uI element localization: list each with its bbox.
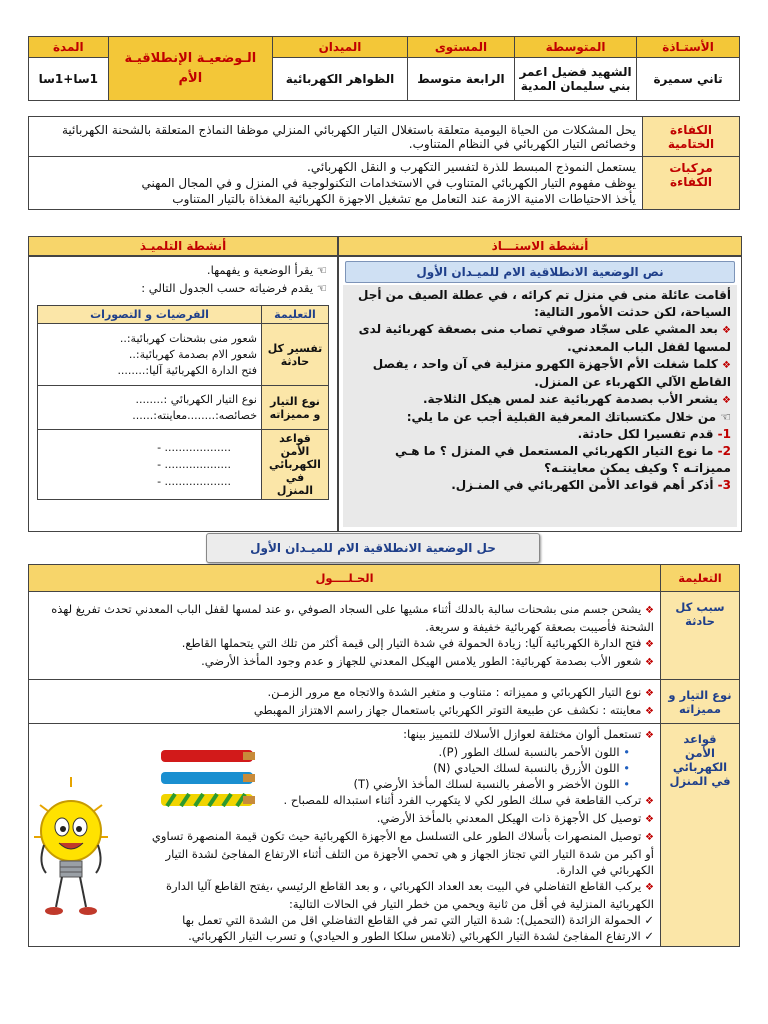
hyp-line: ................... - — [157, 475, 231, 488]
question-number: 2- — [717, 444, 731, 458]
solution-line: شعور الأب بصدمة كهربائية: الطور يلامس الهيكل المعدني للجهاز و عدم وجود المأخذ الأرضي. — [201, 653, 642, 668]
solution-line: تستعمل ألوان مختلفة لعوازل الأسلاك للتمييز بينها: — [403, 727, 642, 741]
final-competence-text: يحل المشكلات من الحياة اليومية متعلقة باستغلال التيار الكهربائي المنزلي موظفا النماذج المتعلقة بالشحنة الكهربائية وخصائص التيار الكهربائي في النظام المتناوب. — [29, 117, 643, 157]
lightbulb-mascot-image — [32, 775, 110, 925]
solution-line: توصيل كل الأجهزة ذات الهيكل المعدني بالمأخذ الأرضي. — [376, 811, 642, 825]
level-value: الرابعة متوسط — [407, 58, 514, 101]
solution-line: الحمولة الزائدة (التحميل): شدة التيار التي تمر في القاطع التفاضلي اقل من الشدة التي تعمل بها — [182, 913, 641, 927]
check-icon: ✓ — [644, 913, 654, 927]
component-2: يوظف مفهوم التيار الكهربائي المتناوب في الاستخدامات التكنولوجية في المنزل و في المجال المهني — [141, 176, 636, 190]
competence-table — [28, 116, 740, 210]
solution-line: تركب القاطعة في سلك الطور لكي لا يتكهرب الفرد أثناء استبداله للمصباح . — [283, 793, 642, 807]
hyp-line: شعور الام بصدمة كهربائية:.. — [128, 347, 257, 361]
final-competence-label: الكفاءة الختامية — [643, 117, 740, 157]
solution-line: الارتفاع المفاجئ لشدة التيار الكهربائي (تلامس سلكا الطور و الحيادي) و تسرب التيار الكهربائي. — [188, 929, 641, 943]
solution-line: توصيل المنصهرات بأسلاك الطور على التسلسل مع الأجهزة الكهربائية حيث تكون قيمة المنصهرة تساوي أو اكبر من شدة التيار التي تجتاز الجهاز و هي تحمي الأجهزة من التلف أثناء الارتفاع المفاجئ لشدة التيار الكهربائي في الدارة. — [151, 829, 654, 877]
pupil-activities-title: أنشطة التلميـذ — [28, 236, 338, 256]
diamond-bullet-icon: ❖ — [645, 638, 654, 650]
diamond-bullet-icon: ❖ — [722, 325, 731, 336]
pupil-step-2: يقدم فرضياته حسب الجدول التالي : — [141, 281, 314, 295]
hypotheses-table — [37, 305, 329, 500]
teacher-activities-title: أنشطة الاستـــاذ — [338, 236, 742, 256]
hyp-row-key: تفسير كل حادثة — [262, 324, 329, 386]
prompt-text: من خلال مكتسباتك المعرفية القبلية أجب عن ما يلي: — [406, 410, 717, 424]
solution-col-instruction: التعليمة — [661, 565, 740, 592]
dot-bullet-icon: • — [623, 777, 630, 791]
hyp-header-instruction: التعليمة — [262, 306, 329, 324]
question-number: 3- — [717, 478, 731, 492]
hyp-line: ................... - — [157, 458, 231, 471]
solution-row-key: نوع التيار و مميزاته — [661, 680, 740, 724]
event-3: يشعر الأب بصدمة كهربائية عند لمس هيكل الثلاجة. — [422, 392, 718, 406]
dot-bullet-icon: • — [623, 745, 630, 759]
label-domain: الميدان — [273, 37, 408, 58]
solution-row-key: قواعد الأمن الكهربائي في المنزل — [661, 724, 740, 947]
components-label: مركبات الكفاءة — [643, 157, 740, 210]
solution-line: يشحن جسم منى بشحنات سالبة بالدلك أثناء مشيها على السجاد الصوفي ،و عند لمسها لقفل الباب المعدني تحدث تفريغ لهذه الشحنة فأصيبت بصعقة كهربائية خفيفة و سريعة. — [51, 601, 654, 634]
situation-intro: أقامت عائلة منى في منزل تم كرائه ، في عطلة الصيف من أجل السياحة، لكن حدثت الأمور التالية: — [357, 288, 731, 319]
diamond-bullet-icon: ❖ — [645, 656, 654, 668]
diamond-bullet-icon: ❖ — [722, 395, 731, 406]
wire-earth-line: اللون الأخضر و الأصفر بالنسبة لسلك المأخذ الأرضي (T) — [353, 777, 620, 791]
diamond-bullet-icon: ❖ — [722, 360, 731, 371]
diamond-bullet-icon: ❖ — [645, 796, 654, 807]
diamond-bullet-icon: ❖ — [645, 882, 654, 893]
diamond-bullet-icon: ❖ — [645, 604, 654, 616]
header-table — [28, 36, 740, 101]
duration-value: 1سا+1سا — [29, 58, 109, 101]
solution-line: يركب القاطع التفاضلي في البيت بعد العداد الكهربائي ، و بعد القاطع الرئيسي ،يفتح القاطع آليا الدارة الكهربائية المنزلية في أقل من ثانية ويحمي من خطر التيار في الحالات التالية: — [166, 879, 654, 911]
label-school: المتوسطة — [515, 37, 637, 58]
diamond-bullet-icon: ❖ — [645, 687, 654, 699]
hyp-line: خصائصه:........معاينته:...... — [132, 408, 257, 422]
pupil-column — [28, 256, 338, 532]
hyp-line: ................... - — [157, 441, 231, 454]
solution-title: حل الوضعية الانطلاقية الام للميـدان الأول — [206, 533, 540, 563]
school-name: الشهيد فضيل اعمر بني سليمان المدية — [515, 58, 637, 101]
hyp-line: شعور منى بشحنات كهربائية:.. — [119, 331, 257, 345]
check-icon: ✓ — [644, 929, 654, 943]
diamond-bullet-icon: ❖ — [645, 814, 654, 825]
pupil-step-1: يقرأ الوضعية و يفهمها. — [206, 263, 314, 277]
dot-bullet-icon: • — [623, 761, 630, 775]
question-number: 1- — [717, 427, 731, 441]
colored-wires-image — [157, 744, 257, 814]
situation-box — [343, 285, 737, 527]
label-level: المستوى — [407, 37, 514, 58]
component-1: يستعمل النموذج المبسط للذرة لتفسير التكهرب و النقل الكهربائي. — [307, 160, 636, 174]
event-2: كلما شغلت الأم الأجهزة الكهرو منزلية في آن واحد ، يفصل القاطع الآلي الكهرباء عن المنزل. — [372, 357, 731, 389]
hand-pointer-icon: ☜ — [316, 281, 327, 295]
wire-neutral-line: اللون الأزرق بالنسبة لسلك الحيادي (N) — [432, 761, 620, 775]
event-1: بعد المشي على سجّاد صوفي تصاب منى بصعقة كهربائية لدى لمسها لقفل الباب المعدني. — [358, 322, 731, 354]
question-3: أذكر أهم قواعد الأمن الكهربائي في المنـزل. — [451, 478, 714, 492]
diamond-bullet-icon: ❖ — [645, 705, 654, 717]
diamond-bullet-icon: ❖ — [645, 730, 654, 741]
label-situation: الـوضعيـة الإنطلاقيـة الأم — [108, 37, 272, 101]
question-1: قدم تفسيرا لكل حادثة. — [577, 427, 714, 441]
solution-col-solutions: الحـلــــول — [29, 565, 661, 592]
solution-table — [28, 564, 740, 947]
component-3: يأخذ الاحتياطات الامنية الازمة عند التعامل مع تشغيل الاجهزة الكهربائية المغذاة بالتيار المتناوب — [172, 192, 636, 206]
hyp-line: فتح الدارة الكهربائية آليا:........ — [117, 363, 257, 377]
label-duration: المدة — [29, 37, 109, 58]
domain-value: الظواهر الكهربائية — [273, 58, 408, 101]
hyp-line: نوع التيار الكهربائي :........ — [135, 392, 257, 406]
situation-title: نص الوضعية الانطلاقية الام للميـدان الأول — [345, 261, 735, 283]
hyp-header-hypotheses: الفرضيات و التصورات — [38, 306, 262, 324]
wire-phase-line: اللون الأحمر بالنسبة لسلك الطور (P). — [438, 745, 620, 759]
hyp-row-key: نوع التيار و مميزاته — [262, 386, 329, 430]
solution-line: فتح الدارة الكهربائية آليا: زيادة الحمولة في شدة التيار إلى قيمة أكثر من تلك التي يتحملها القاطع. — [181, 635, 642, 650]
solution-row-key: سبب كل حادثة — [661, 592, 740, 680]
hand-pointer-icon: ☜ — [316, 263, 327, 277]
hand-pointer-icon: ☜ — [720, 410, 731, 424]
solution-line: معاينته : نكشف عن طبيعة التوتر الكهربائي باستعمال جهاز راسم الاهتزاز المهبطي — [253, 702, 642, 717]
label-teacher: الأستـاذة — [637, 37, 740, 58]
question-2: ما نوع التيار الكهربائي المستعمل في المنزل ؟ ما هـي مميزاتـه ؟ وكيف يمكن معاينتـه؟ — [395, 444, 731, 475]
teacher-name: تاني سميرة — [637, 58, 740, 101]
diamond-bullet-icon: ❖ — [645, 832, 654, 843]
hyp-row-key: قواعد الأمن الكهربائي في المنزل — [262, 430, 329, 500]
teacher-column — [338, 256, 742, 532]
solution-line: نوع التيار الكهربائي و مميزاته : متناوب و متغير الشدة والاتجاه مع مرور الزمـن. — [267, 684, 642, 699]
